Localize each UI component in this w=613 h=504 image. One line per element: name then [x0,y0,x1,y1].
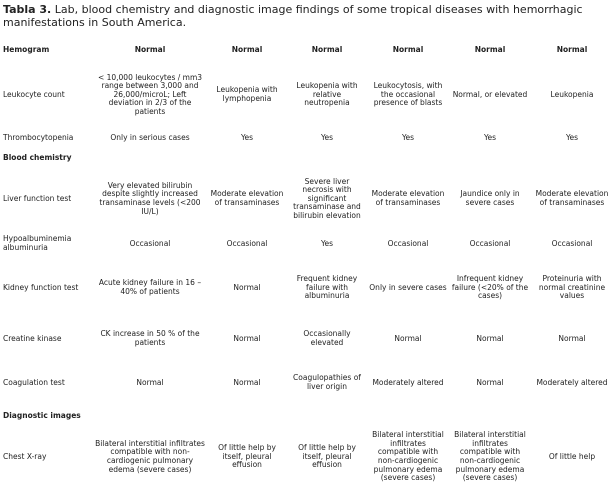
table-cell: Normal [233,377,261,387]
header-cell: Normal [392,44,424,54]
table-cell: Jaundice only in severe cases [460,189,520,207]
table-cell: Normal [394,333,422,343]
table-cell: Occasional [551,238,593,248]
row-label: Thrombocytopenia [3,132,74,142]
section-row-blood-chemistry [0,150,613,166]
table-cell: Bilateral interstitial infiltrates compatible with non-cardiogenic pulmonary edema (severe cases) [372,430,444,483]
section-heading: Diagnostic images [3,410,81,420]
table-cell: Leukocytosis, with the occasional presence of blasts [373,81,443,108]
table-cell: Normal [558,333,586,343]
header-cell: Normal [556,44,588,54]
row-label: Hypoalbuminemia albuminuria [3,234,72,252]
row-label: Chest X-ray [3,451,47,461]
header-cell: Normal [474,44,506,54]
header-cell: Normal [231,44,263,54]
table-row [0,232,613,256]
header-cell-hemogram: Hemogram [3,44,50,54]
table-caption [3,3,609,29]
row-label: Coagulation test [3,377,65,387]
table-cell: CK increase in 50 % of the patients [100,329,200,347]
table-cell: Bilateral interstitial infiltrates compatible with non-cardiogenic pulmonary edema (severe cases) [454,430,526,483]
table-cell: Leukopenia [550,89,594,99]
header-row [0,36,613,64]
table-cell: Only in severe cases [369,282,447,292]
caption-text: Lab, blood chemistry and diagnostic image findings of some tropical diseases with hemorrhagic manifestations in South America. [3,3,583,29]
header-cell: Normal [311,44,343,54]
table-cell: Proteinuria with normal creatinine values [538,274,606,301]
findings-table [0,36,613,490]
table-cell: Frequent kidney failure with albuminuria [296,274,358,301]
table-cell: Yes [483,132,497,142]
table-cell: Leukopenia with lymphopenia [216,85,278,103]
table-cell: Yes [401,132,415,142]
row-label: Kidney function test [3,282,79,292]
table-cell: Occasional [129,238,171,248]
table-cell: Yes [240,132,254,142]
table-cell: Of little help by itself, pleural effusion [218,443,276,470]
table-cell: Bilateral interstitial infiltrates compatible with non-cardiogenic pulmonary edema (severe cases) [95,438,205,474]
table-cell: Moderately altered [372,377,444,387]
row-label: Liver function test [3,193,72,203]
table-cell: Of little help by itself, pleural effusion [298,443,356,470]
table-row [0,320,613,358]
section-row-diagnostic-images [0,408,613,424]
table-row [0,166,613,232]
table-cell: Yes [320,132,334,142]
table-cell: Occasional [387,238,429,248]
table-cell: Yes [565,132,579,142]
table-cell: Normal, or elevated [452,89,528,99]
table-row [0,64,613,126]
table-cell: Moderate elevation of transaminases [210,189,284,207]
header-cell: Normal [134,44,166,54]
table-cell: Yes [320,238,334,248]
row-label: Leukocyte count [3,89,65,99]
table-cell: Normal [136,377,164,387]
table-row [0,358,613,408]
table-cell: Of little help [548,451,596,461]
table-cell: Moderate elevation of transaminases [535,189,609,207]
table-cell: Severe liver necrosis with significant transaminase and bilirubin elevation [293,176,361,220]
table-cell: Only in serious cases [110,132,190,142]
table-cell: Coagulopathies of liver origin [293,373,361,391]
table-cell: < 10,000 leukocytes / mm3 range between 3,000 and 26,000/microL; Left deviation in 2/3 of the patients [97,72,203,116]
table-cell: Occasional [226,238,268,248]
table-cell: Infrequent kidney failure (<20% of the cases) [451,274,529,301]
table-cell: Moderate elevation of transaminases [371,189,445,207]
table-cell: Normal [233,282,261,292]
table-cell: Occasional [469,238,511,248]
table-row [0,126,613,150]
table-row [0,256,613,320]
section-heading: Blood chemistry [3,152,72,162]
table-cell: Occasionally elevated [303,329,351,347]
table-cell: Very elevated bilirubin despite slightly increased transaminase levels (<200 IU/L) [99,180,201,216]
table-cell: Normal [476,377,504,387]
table-cell: Normal [233,333,261,343]
table-cell: Moderately altered [536,377,608,387]
table-row [0,424,613,490]
row-label: Creatine kinase [3,333,62,343]
table-cell: Leukopenia with relative neutropenia [296,81,358,108]
table-cell: Acute kidney failure in 16 – 40% of patients [98,278,202,296]
table-cell: Normal [476,333,504,343]
caption-label: Tabla 3. [3,3,52,16]
